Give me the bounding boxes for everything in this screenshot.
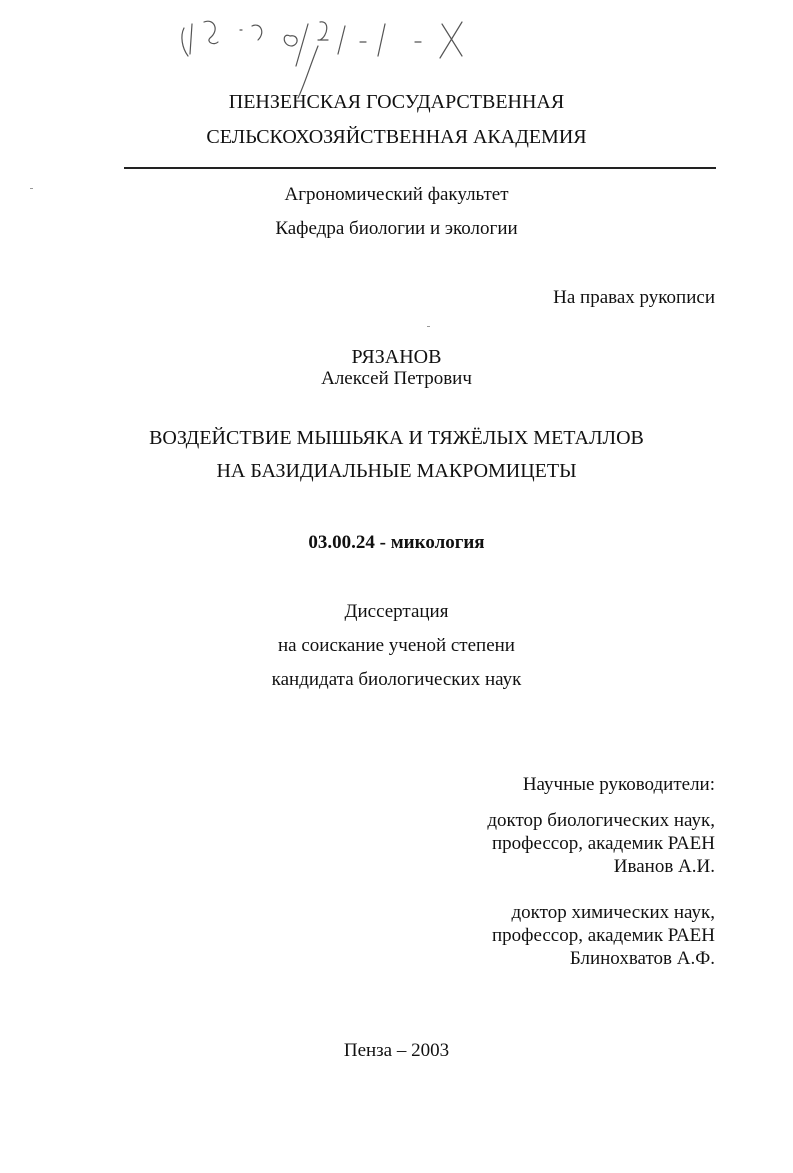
institution-name-line2: СЕЛЬСКОХОЗЯЙСТВЕННАЯ АКАДЕМИЯ — [206, 126, 587, 148]
author-surname: РЯЗАНОВ — [351, 346, 442, 368]
supervisor1-title: профессор, академик РАЕН — [491, 833, 715, 854]
scan-speck — [30, 188, 33, 189]
supervisor1-degree: доктор биологических наук, — [487, 810, 715, 831]
place-and-year: Пенза – 2003 — [343, 1040, 450, 1061]
institution-name-line1: ПЕНЗЕНСКАЯ ГОСУДАРСТВЕННАЯ — [228, 91, 565, 113]
specialty-code: 03.00.24 - микология — [308, 532, 485, 553]
faculty-name: Агрономический факультет — [284, 184, 509, 205]
supervisor2-title: профессор, академик РАЕН — [491, 925, 715, 946]
supervisor2-degree: доктор химических наук, — [511, 902, 715, 923]
supervisor1-name: Иванов А.И. — [613, 856, 715, 877]
scan-speck — [427, 326, 430, 327]
degree-line1: Диссертация — [344, 601, 449, 622]
author-given-names: Алексей Петрович — [321, 368, 472, 389]
handwritten-archive-number — [170, 6, 490, 101]
header-divider — [124, 167, 716, 169]
dissertation-title-line2: НА БАЗИДИАЛЬНЫЕ МАКРОМИЦЕТЫ — [216, 460, 577, 482]
supervisor2-name: Блинохватов А.Ф. — [569, 948, 715, 969]
department-name: Кафедра биологии и экологии — [275, 218, 518, 239]
degree-line3: кандидата биологических наук — [271, 669, 522, 690]
supervisors-heading: Научные руководители: — [522, 774, 715, 795]
degree-line2: на соискание ученой степени — [278, 635, 515, 656]
dissertation-title-line1: ВОЗДЕЙСТВИЕ МЫШЬЯКА И ТЯЖЁЛЫХ МЕТАЛЛОВ — [149, 427, 644, 449]
manuscript-note: На правах рукописи — [553, 287, 715, 308]
